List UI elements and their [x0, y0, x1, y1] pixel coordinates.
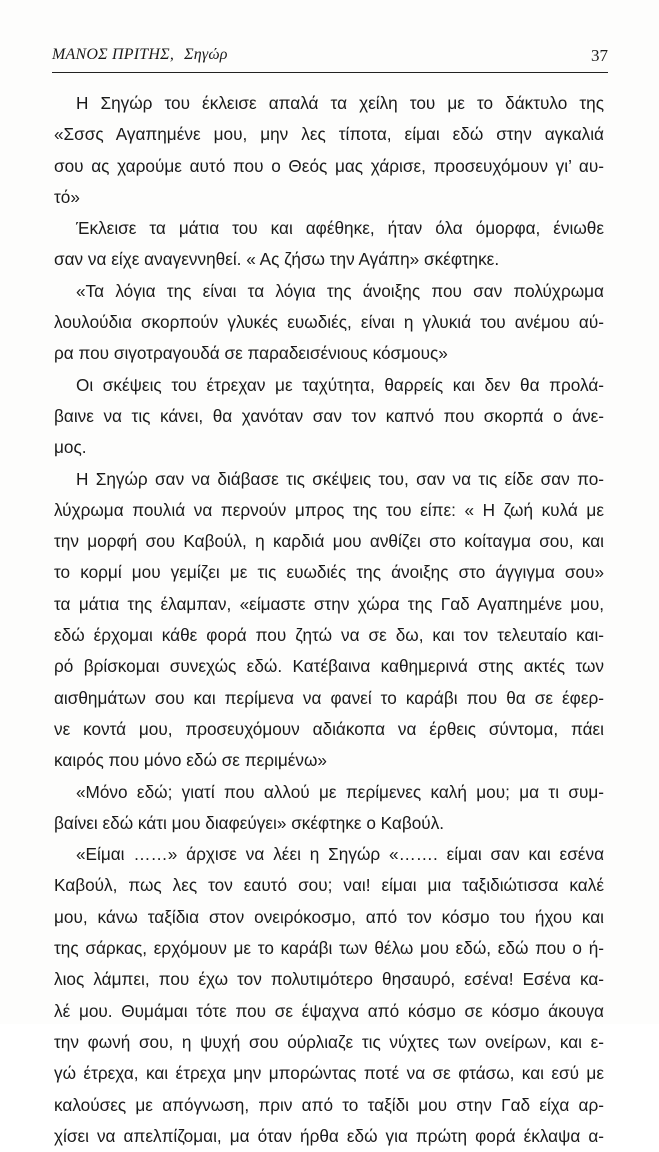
body-text: [54, 88, 604, 1152]
text-line: λουλούδια σκορπούν γλυκές ευωδιές, είναι η γλυκιά του ανέμου αύ-: [54, 312, 604, 333]
text-line: καλούσες με απόγνωση, πριν από το ταξίδι μου στην Γαδ είχα αρ-: [54, 1094, 604, 1115]
text-line: «Είμαι ……» άρχισε να λέει η Σηγώρ «……. είμαι σαν και εσένα: [76, 844, 604, 865]
text-line: νε κοντά μου, προσευχόμουν αδιάκοπα να έρθεις σύντομα, πάει: [54, 718, 604, 739]
text-line: μου, κάνω ταξίδια στον ονειρόκοσμο, από τον κόσμο του ήχου και: [54, 906, 604, 927]
text-line: την φωνή σου, η ψυχή σου ούρλιαζε τις νύχτες των ονείρων, και ε-: [54, 1031, 604, 1052]
text-line: το κορμί μου γεμίζει με τις ευωδιές της άνοιξης στο άγγιγμα σου»: [54, 562, 604, 583]
page-number: 37: [591, 46, 608, 65]
text-line: Η Σηγώρ του έκλεισε απαλά τα χείλη του με το δάκτυλο της: [76, 93, 604, 113]
text-line: σαν να είχε αναγεννηθεί. « Ας ζήσω την Αγάπη» σκέφτηκε.: [54, 249, 500, 270]
text-line: μος.: [54, 437, 87, 458]
text-line: «Σσσς Αγαπημένε μου, μην λες τίποτα, είμαι εδώ στην αγκαλιά: [54, 124, 604, 145]
text-line: Καβούλ, πως λες τον εαυτό σου; ναι! είμαι μια ταξιδιώτισσα καλέ: [54, 875, 604, 896]
text-line: τα μάτια της έλαμπαν, «είμαστε στην χώρα της Γαδ Αγαπημένε μου,: [54, 593, 604, 614]
text-line: βαίνει εδώ κάτι μου διαφεύγει» σκέφτηκε ο Καβούλ.: [54, 812, 445, 833]
text-line: λιος λάμπει, που έχω τον πολυτιμότερο θησαυρό, εσένα! Εσένα κα-: [54, 969, 604, 990]
text-line: ρα που σιγοτραγουδά σε παραδεισένιους κόσμους»: [54, 343, 448, 364]
text-line: Οι σκέψεις του έτρεχαν με ταχύτητα, θαρρείς και δεν θα προλά-: [76, 374, 604, 395]
text-line: την μορφή σου Καβούλ, η καρδιά μου ανθίζει στο κοίταγμα σου, και: [54, 531, 604, 552]
text-line: σου ας χαρούμε αυτό που ο Θεός μας χάρισε, προσευχόμουν γι’ αυ-: [54, 155, 604, 176]
text-line: βαινε να τις κάνει, θα χανόταν σαν τον καπνό που σκορπά ο άνε-: [54, 405, 604, 426]
text-line: «Τα λόγια της είναι τα λόγια της άνοιξης που σαν πολύχρωμα: [76, 280, 604, 301]
text-line: γώ έτρεχα, και έτρεχα μην μπορώντας ποτέ να σε φτάσω, και εσύ με: [54, 1063, 604, 1084]
text-line: αισθημάτων σου και περίμενα να φανεί το καράβι που θα σε έφερ-: [54, 687, 604, 708]
header-title-group: [52, 46, 228, 64]
text-line: λέ μου. Θυμάμαι τότε που σε έψαχνα από κόσμο σε κόσμο άκουγα: [54, 1000, 604, 1021]
text-line: Έκλεισε τα μάτια του και αφέθηκε, ήταν όλα όμορφα, ένιωθε: [76, 218, 604, 239]
text-line: καιρός που μόνο εδώ σε περιμένω»: [54, 750, 327, 771]
text-line: χίσει να απελπίζομαι, μα όταν ήρθα εδώ για πρώτη φορά έκλαψα α-: [54, 1125, 604, 1146]
text-line: της σάρκας, ερχόμουν με το καράβι των θέλω μου εδώ, εδώ που ο ή-: [54, 938, 604, 959]
text-line: λύχρωμα πουλιά να περνούν μπρος της του είπε: « Η ζωή κυλά με: [54, 499, 604, 520]
running-header: [52, 46, 608, 73]
text-line: τό»: [54, 186, 80, 207]
header-book-title: Σηγώρ: [184, 46, 228, 63]
text-line: ρό βρίσκομαι συνεχώς εδώ. Κατέβαινα καθημερινά στης ακτές των: [54, 656, 604, 677]
text-line: Η Σηγώρ σαν να διάβασε τις σκέψεις του, σαν να τις είδε σαν πο-: [76, 468, 604, 489]
text-line: «Μόνο εδώ; γιατί που αλλού με περίμενες καλή μου; μα τι συμ-: [76, 781, 604, 802]
header-author: ΜΑΝΟΣ ΠΡΙΤΗΣ,: [52, 46, 175, 63]
text-line: εδώ έρχομαι κάθε φορά που ζητώ να σε δω, και τον τελευταίο και-: [54, 625, 604, 646]
